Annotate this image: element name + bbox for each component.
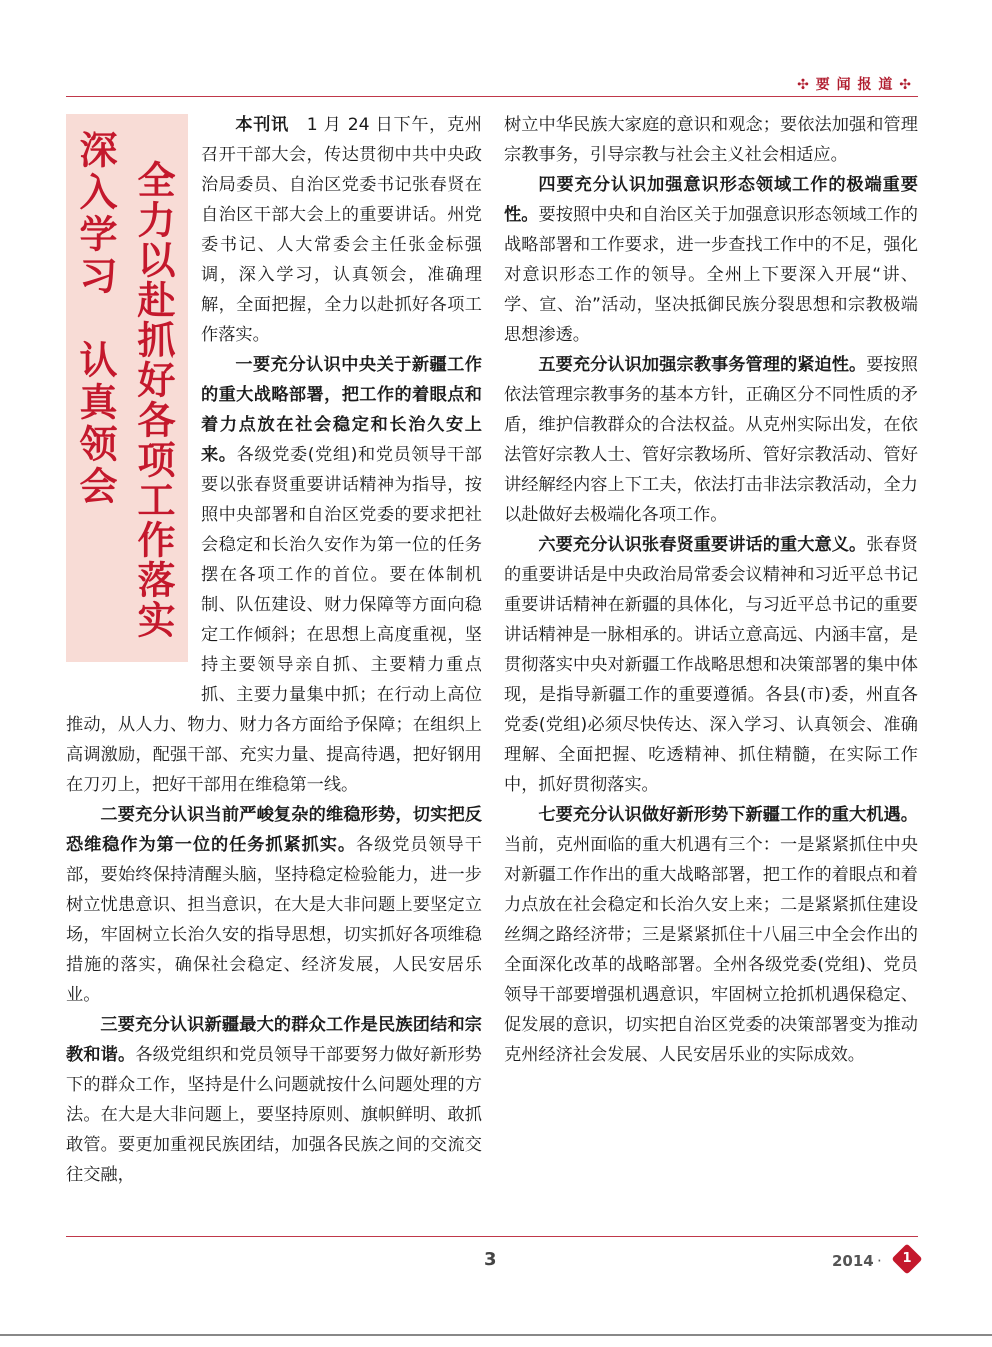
point-5-text: 要按照依法管理宗教事务的基本方针，正确区分不同性质的矛盾，维护信教群众的合法权益。从克州实际出发，在依法管好宗教人士、管好宗教场所、管好宗教活动、管好讲经解经内容上下工夫，依法打击非法宗教活动，全力以赴做好去极端化各项工作。 xyxy=(504,355,918,525)
paragraph-point-3 xyxy=(66,1010,482,1190)
issue-number: 1 xyxy=(902,1251,912,1266)
point-3-heading: 三要充分认识新疆最大的群众工作是民族团结和宗教和谐。 xyxy=(66,1015,482,1065)
headline-sub: 全力以赴抓好各项工作落实 xyxy=(131,160,175,640)
paragraph-point-7 xyxy=(504,800,918,1070)
page-number: 3 xyxy=(484,1249,497,1270)
page-edge xyxy=(0,1334,992,1336)
paragraph-point-6 xyxy=(504,530,918,800)
point-1-heading: 一要充分认识中央关于新疆工作的重大战略部署，把工作的着眼点和着力点放在社会稳定和长治久安上来。 xyxy=(201,355,482,465)
header-rule xyxy=(66,96,918,97)
section-header: ✣ 要 闻 报 道 ✣ xyxy=(797,77,912,93)
point-6-text: 张春贤的重要讲话是中央政治局常委会议精神和习近平总书记重要讲话精神在新疆的具体化，与习近平总书记的重要讲话精神是一脉相承的。讲话立意高远、内涵丰富，是贯彻落实中央对新疆工作战略思想和决策部署的集中体现，是指导新疆工作的重要遵循。各县(市)委，州直各党委(党组)必须尽快传达、深入学习、认真领会、准确理解、全面把握、吃透精神、抓住精髓，在实际工作中，抓好贯彻落实。 xyxy=(504,535,918,795)
point-4-text: 要按照中央和自治区关于加强意识形态领域工作的战略部署和工作要求，进一步查找工作中的不足，强化对意识形态工作的领导。全州上下要深入开展“讲、学、宣、治”活动，坚决抵御民族分裂思想和宗教极端思想渗透。 xyxy=(504,205,918,345)
point-5-heading: 五要充分认识加强宗教事务管理的紧迫性。 xyxy=(538,355,867,375)
issue-year: 2014 xyxy=(832,1252,874,1270)
headline-main: 深入学习 认真领会 xyxy=(73,130,117,508)
article-column-right xyxy=(504,110,918,1070)
intro-text: 1 月 24 日下午，克州召开干部大会，传达贯彻中共中央政治局委员、自治区党委书记张春贤在自治区干部大会上的重要讲话。州党委书记、人大常委会主任张金标强调，深入学习，认真领会，准确理解，全面把握，全力以赴抓好各项工作落实。 xyxy=(201,115,482,345)
point-4-heading: 四要充分认识加强意识形态领域工作的极端重要性。 xyxy=(504,175,918,225)
point-6-heading: 六要充分认识张春贤重要讲话的重大意义。 xyxy=(538,535,867,555)
point-2-text: 各级党员领导干部，要始终保持清醒头脑，坚持稳定检验能力，进一步树立忧患意识、担当意识，在大是大非问题上要坚定立场，牢固树立长治久安的指导思想，切实抓好各项维稳措施的落实，确保社会稳定、经济发展，人民安居乐业。 xyxy=(66,835,482,1005)
paragraph-point-5 xyxy=(504,350,918,530)
issue-number-badge xyxy=(891,1243,922,1274)
paragraph-continued xyxy=(504,110,918,170)
issue-separator: · xyxy=(877,1252,882,1270)
point-3-text: 各级党组织和党员领导干部要努力做好新形势下的群众工作，坚持是什么问题就按什么问题处理的方法。在大是大非问题上，要坚持原则、旗帜鲜明、敢抓敢管。要更加重视民族团结，加强各民族之间的交流交往交融， xyxy=(66,1045,482,1185)
dateline: 本刊讯 xyxy=(235,115,289,135)
title-spacer xyxy=(66,110,201,682)
continued-text: 树立中华民族大家庭的意识和观念；要依法加强和管理宗教事务，引导宗教与社会主义社会相适应。 xyxy=(504,115,918,165)
point-2-heading: 二要充分认识当前严峻复杂的维稳形势，切实把反恐维稳作为第一位的任务抓紧抓实。 xyxy=(66,805,482,855)
point-1-text: 各级党委(党组)和党员领导干部要以张春贤重要讲话精神为指导，按照中央部署和自治区党委的要求把社会稳定和长治久安作为第一位的任务摆在各项工作的首位。要在体制机制、队伍建设、财力保障等方面向稳定工作倾斜；在思想上高度重视，坚持主要领导亲自抓、主要精力重点抓、主要力量集中抓；在行动上高位推动，从人力、物力、财力各方面给予保障；在组织上高调激励，配强干部、充实力量、提高待遇，把好钢用在刀刃上，把好干部用在维稳第一线。 xyxy=(66,445,482,795)
paragraph-point-4 xyxy=(504,170,918,350)
point-7-text: 当前，克州面临的重大机遇有三个：一是紧紧抓住中央对新疆工作作出的重大战略部署，把工作的着眼点和着力点放在社会稳定和长治久安上来；二是紧紧抓住建设丝绸之路经济带；三是紧紧抓住十八届三中全会作出的全面深化改革的战略部署。全州各级党委(党组)、党员领导干部要增强机遇意识，牢固树立抢抓机遇保稳定、促发展的意识，切实把自治区党委的决策部署变为推动克州经济社会发展、人民安居乐业的实际成效。 xyxy=(504,835,918,1065)
point-7-heading: 七要充分认识做好新形势下新疆工作的重大机遇。 xyxy=(538,805,918,825)
paragraph-point-2 xyxy=(66,800,482,1010)
footer-rule xyxy=(66,1236,918,1237)
article-column-left xyxy=(66,110,482,1190)
